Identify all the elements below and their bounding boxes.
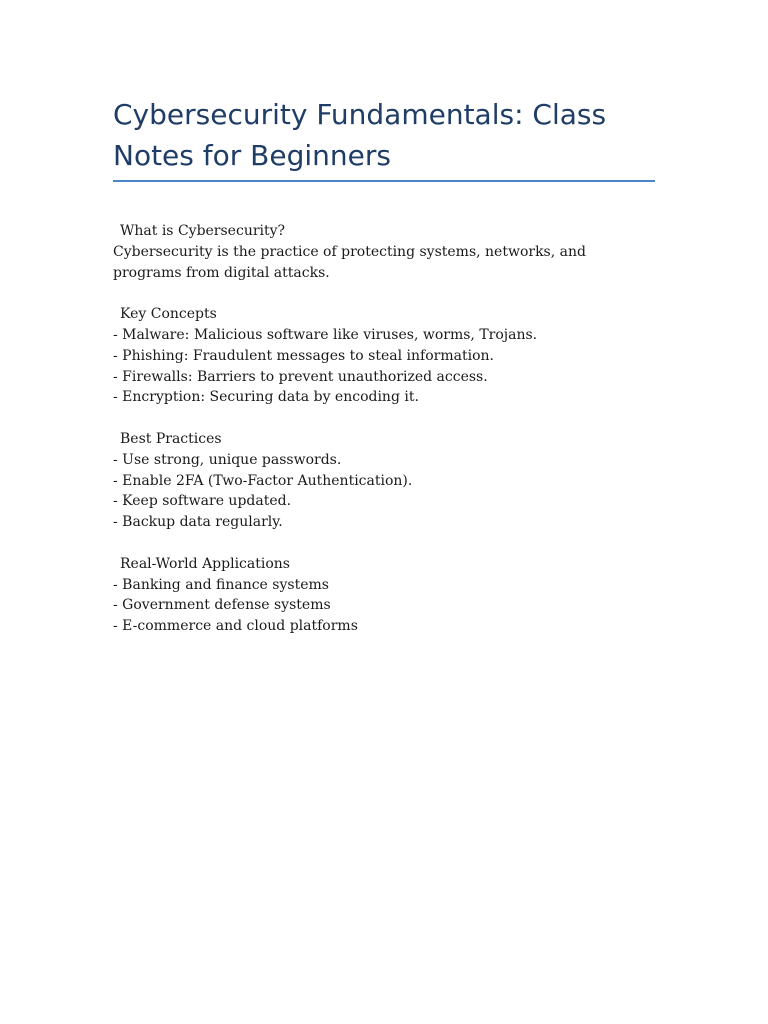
list-item: - Malware: Malicious software like viruses, worms, Trojans.	[113, 326, 538, 343]
section-heading: Key Concepts	[120, 306, 217, 323]
blank-line	[113, 533, 655, 554]
list-item: - Firewalls: Barriers to prevent unauthorized access.	[113, 368, 488, 385]
list-item: - Enable 2FA (Two-Factor Authentication).	[113, 472, 413, 489]
list-item: - E-commerce and cloud platforms	[113, 618, 358, 635]
list-item: - Phishing: Fraudulent messages to steal information.	[113, 347, 494, 364]
list-item: - Government defense systems	[113, 597, 331, 614]
section-paragraph: Cybersecurity is the practice of protecting systems, networks, and programs from digital attacks.	[113, 243, 586, 281]
list-item: - Banking and finance systems	[113, 576, 329, 593]
list-item: - Encryption: Securing data by encoding it.	[113, 389, 419, 406]
blank-line	[113, 408, 655, 429]
list-item: - Use strong, unique passwords.	[113, 451, 342, 468]
section-what-is	[113, 221, 655, 283]
section-real-world	[113, 554, 655, 637]
document-body	[113, 221, 655, 637]
blank-line	[113, 283, 655, 304]
list-item: - Keep software updated.	[113, 493, 292, 510]
title-underline	[113, 180, 655, 182]
list-item: - Backup data regularly.	[113, 514, 283, 531]
section-best-practices	[113, 429, 655, 533]
section-heading: Best Practices	[120, 430, 222, 447]
section-key-concepts	[113, 304, 655, 408]
section-heading: Real-World Applications	[120, 555, 290, 572]
section-heading: What is Cybersecurity?	[120, 223, 286, 239]
document-title: Cybersecurity Fundamentals: Class Notes for Beginners	[113, 98, 607, 172]
